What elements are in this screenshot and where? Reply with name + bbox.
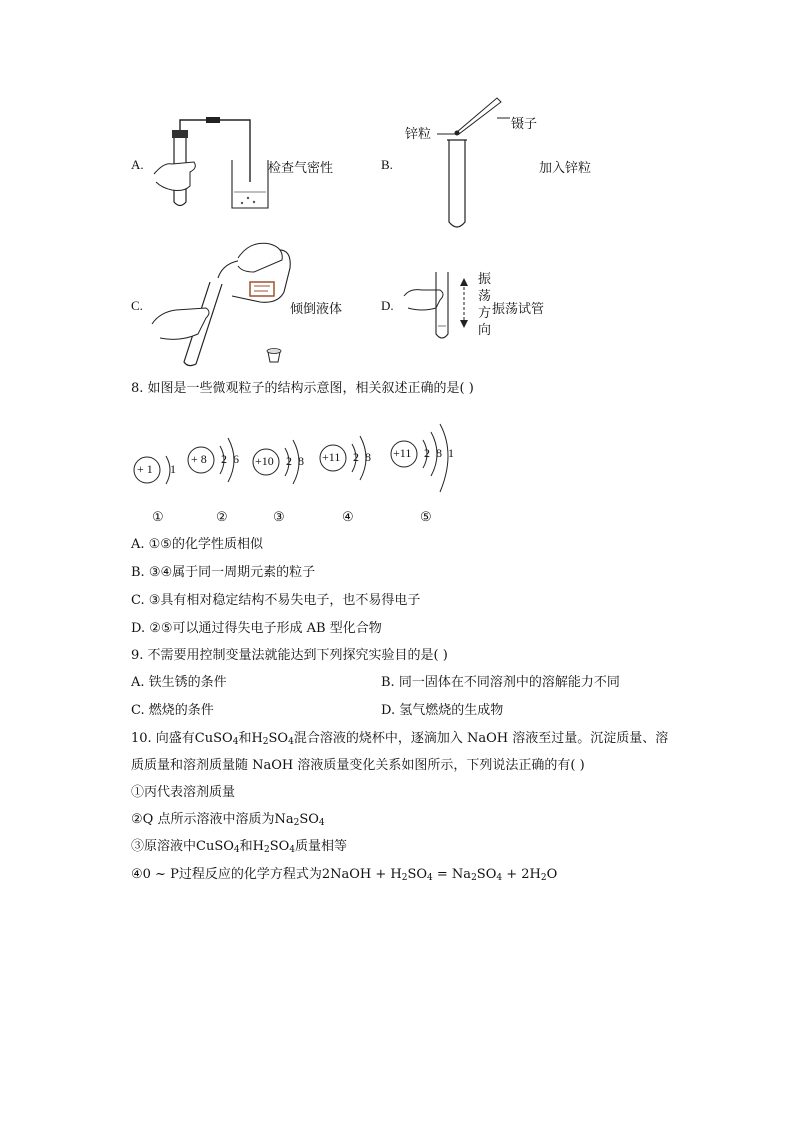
option-b-label: B. (381, 157, 393, 172)
q10-statement-2: ②Q 点所示溶液中溶质为$Na_2SO_4$ (131, 812, 325, 828)
particle-4-nucleus: +11 (322, 450, 341, 464)
particle-1-shells: 1 (170, 462, 176, 476)
option-d-caption: 振荡试管 (492, 302, 545, 317)
particle-5-nucleus: +11 (393, 446, 412, 460)
direction-char-4: 向 (478, 323, 492, 338)
question-9-stem: 9. 不需要用控制变量法就能达到下列探究实验目的是( ) (131, 648, 448, 663)
particle-1-index: ① (152, 510, 164, 525)
shake-tube-illustration (402, 268, 482, 348)
direction-char-2: 荡 (478, 289, 492, 304)
particle-2-shells: 2 6 (221, 452, 239, 466)
option-a-caption: 检查气密性 (268, 161, 334, 176)
q8-option-a[interactable]: A. ①⑤的化学性质相似 (131, 537, 263, 552)
airtightness-apparatus-illustration (150, 112, 270, 212)
option-d-label: D. (381, 298, 394, 313)
q9-option-a[interactable]: A. 铁生锈的条件 (131, 675, 227, 690)
zinc-granule-annotation: 锌粒 (405, 127, 432, 142)
option-c-caption: 倾倒液体 (290, 302, 343, 317)
option-b-caption: 加入锌粒 (539, 161, 592, 176)
tweezers-annotation: 镊子 (511, 117, 538, 132)
option-c-label: C. (131, 298, 143, 313)
q8-option-c[interactable]: C. ③具有相对稳定结构不易失电子，也不易得电子 (131, 593, 421, 608)
particle-2-index: ② (216, 510, 228, 525)
q10-statement-4: ④0 ~ P过程反应的化学方程式为2NaOH + $H_2SO_4 = Na_2SO_4 + 2H_2O$ (131, 867, 558, 883)
particle-3-index: ③ (273, 510, 285, 525)
q10-statement-3: ③原溶液中CuSO$_4$和$H_2SO_4$质量相等 (131, 839, 348, 855)
option-a-label: A. (131, 157, 144, 172)
q9-option-d[interactable]: D. 氢气燃烧的生成物 (381, 703, 504, 718)
particle-3-shells: 2 8 (286, 454, 304, 468)
q9-option-c[interactable]: C. 燃烧的条件 (131, 703, 214, 718)
question-8-stem: 8. 如图是一些微观粒子的结构示意图，相关叙述正确的是( ) (131, 381, 474, 396)
particle-5-index: ⑤ (420, 510, 432, 525)
particle-4-index: ④ (342, 510, 354, 525)
particle-4-shells: 2 8 (353, 450, 371, 464)
particle-3-nucleus: +10 (255, 454, 274, 468)
q10-statement-1: ①丙代表溶剂质量 (131, 785, 236, 800)
q8-option-d[interactable]: D. ②⑤可以通过得失电子形成 AB 型化合物 (131, 621, 382, 636)
q9-option-b[interactable]: B. 同一固体在不同溶剂中的溶解能力不同 (381, 675, 620, 690)
particle-5-shells: 2 8 1 (424, 446, 454, 460)
particle-2-nucleus: + 8 (191, 452, 207, 466)
particle-1-nucleus: + 1 (137, 462, 153, 476)
question-10-stem-line-2: 质质量和溶剂质量随 NaOH 溶液质量变化关系如图所示，下列说法正确的有( ) (131, 758, 585, 773)
question-10-stem-line-1: 10. 向盛有CuSO$_4$和$H_2SO_4$混合溶液的烧杯中，逐滴加入 NaOH 溶液至过量。沉淀质量、溶 (131, 731, 669, 747)
direction-char-3: 方 (478, 306, 492, 321)
direction-char-1: 振 (478, 272, 492, 287)
add-zinc-illustration (435, 94, 515, 234)
particle-structure-diagrams (128, 418, 468, 528)
q8-option-b[interactable]: B. ③④属于同一周期元素的粒子 (131, 565, 316, 580)
pour-liquid-illustration (150, 238, 300, 368)
